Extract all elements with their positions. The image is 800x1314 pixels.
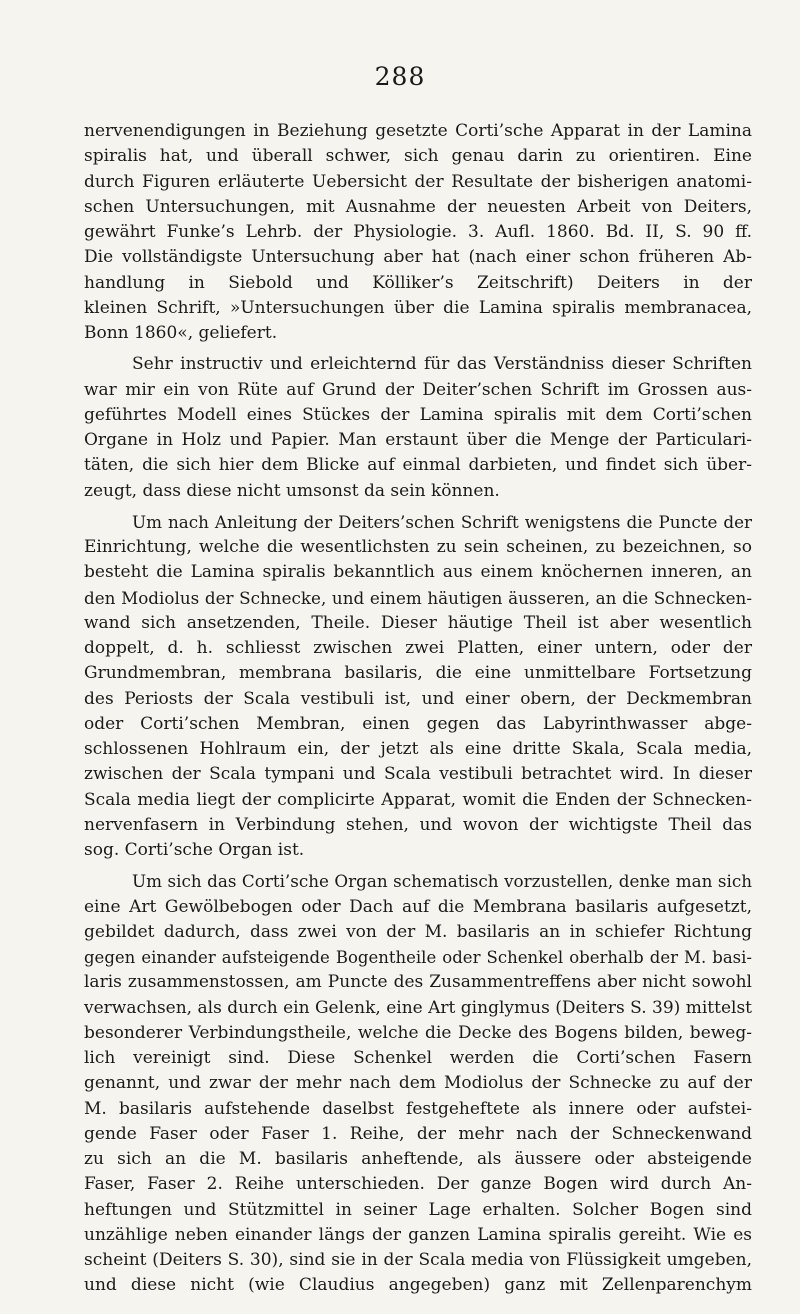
text-line: nervenendigungen in Beziehung gesetzte Corti’sche Apparat in der Lamina: [84, 121, 752, 141]
paragraph: [84, 352, 752, 504]
paragraph: [84, 869, 752, 1298]
text-line: war mir ein von Rüte auf Grund der Deiter’schen Schrift im Grossen aus-: [84, 379, 752, 400]
text-line: laris zusammenstossen, am Puncte des Zusammentreffens aber nicht sowohl: [84, 972, 752, 993]
text-line: gewährt Funke’s Lehrb. der Physiologie. 3. Aufl. 1860. Bd. II, S. 90 ff.: [84, 222, 752, 242]
text-line: durch Figuren erläuterte Uebersicht der Resultate der bisherigen anatomi-: [84, 171, 752, 192]
text-line: nervenfasern in Verbindung stehen, und wovon der wichtigste Theil das: [84, 814, 752, 835]
text-line: zwischen der Scala tympani und Scala vestibuli betrachtet wird. In dieser: [84, 764, 752, 785]
text-line: geführtes Modell eines Stückes der Lamina spiralis mit dem Corti’schen: [84, 404, 752, 425]
text-line: schen Untersuchungen, mit Ausnahme der neuesten Arbeit von Deiters,: [84, 196, 752, 217]
text-line: schlossenen Hohlraum ein, der jetzt als eine dritte Skala, Scala media,: [84, 739, 752, 759]
text-line: Faser, Faser 2. Reihe unterschieden. Der ganze Bogen wird durch An-: [84, 1174, 752, 1195]
text-line: gegen einander aufsteigende Bogentheile oder Schenkel oberhalb der M. basi-: [84, 948, 752, 967]
text-line: gende Faser oder Faser 1. Reihe, der mehr nach der Schneckenwand: [84, 1123, 752, 1144]
text-line: Einrichtung, welche die wesentlichsten zu sein scheinen, zu bezeichnen, so: [84, 537, 752, 557]
text-line: genannt, und zwar der mehr nach dem Modiolus der Schnecke zu auf der: [84, 1073, 752, 1094]
text-line: Sehr instructiv und erleichternd für das Verständniss dieser Schriften: [132, 354, 752, 375]
text-line: M. basilaris aufstehende daselbst festgeheftete als innere oder aufstei-: [84, 1098, 752, 1119]
text-line: eine Art Gewölbebogen oder Dach auf die Membrana basilaris aufgesetzt,: [84, 896, 752, 917]
text-line: oder Corti’schen Membran, einen gegen das Labyrinthwasser abge-: [84, 713, 752, 734]
text-line: handlung in Siebold und Kölliker’s Zeitschrift) Deiters in der: [84, 272, 752, 293]
text-line: Bonn 1860«, geliefert.: [84, 323, 278, 343]
body-text: [84, 119, 752, 1299]
text-line: Um nach Anleitung der Deiters’schen Schrift wenigstens die Puncte der: [132, 511, 752, 532]
paragraph: [84, 510, 752, 864]
paragraph: [84, 119, 752, 346]
text-line: und diese nicht (wie Claudius angegeben) ganz mit Zellenparenchym: [84, 1275, 752, 1296]
text-line: spiralis hat, und überall schwer, sich genau darin zu orientiren. Eine: [84, 146, 752, 167]
text-line: scheint (Deiters S. 30), sind sie in der Scala media von Flüssigkeit umgeben,: [84, 1250, 752, 1270]
text-line: Die vollständigste Untersuchung aber hat (nach einer schon früheren Ab-: [84, 247, 752, 268]
text-line: zu sich an die M. basilaris anheftende, als äussere oder absteigende: [84, 1149, 752, 1169]
text-line: besteht die Lamina spiralis bekanntlich aus einem knöchernen inneren, an: [84, 562, 752, 583]
text-line: Grundmembran, membrana basilaris, die eine unmittelbare Fortsetzung: [84, 663, 752, 684]
text-line: sog. Corti’sche Organ ist.: [84, 840, 305, 860]
text-line: gebildet dadurch, dass zwei von der M. basilaris an in schiefer Richtung: [84, 921, 752, 942]
text-line: kleinen Schrift, »Untersuchungen über die Lamina spiralis membranacea,: [84, 297, 752, 318]
text-line: Um sich das Corti’sche Organ schematisch vorzustellen, denke man sich: [132, 871, 752, 892]
page-number: 288: [374, 62, 426, 91]
text-line: lich vereinigt sind. Diese Schenkel werden die Corti’schen Fasern: [84, 1048, 752, 1068]
text-line: Scala media liegt der complicirte Apparat, womit die Enden der Schnecken-: [84, 789, 752, 810]
text-line: Organe in Holz und Papier. Man erstaunt über die Menge der Particulari-: [84, 430, 752, 450]
text-line: des Periosts der Scala vestibuli ist, und einer obern, der Deckmembran: [84, 688, 752, 709]
text-line: den Modiolus der Schnecke, und einem häutigen äusseren, an die Schnecken-: [84, 587, 752, 608]
text-line: doppelt, d. h. schliesst zwischen zwei Platten, einer untern, oder der: [84, 638, 752, 658]
text-line: zeugt, dass diese nicht umsonst da sein können.: [84, 480, 500, 501]
text-line: unzählige neben einander längs der ganzen Lamina spiralis gereiht. Wie es: [84, 1224, 752, 1245]
text-line: täten, die sich hier dem Blicke auf einmal darbieten, und findet sich über-: [84, 455, 752, 476]
text-line: besonderer Verbindungstheile, welche die Decke des Bogens bilden, beweg-: [84, 1022, 752, 1043]
text-line: heftungen und Stützmittel in seiner Lage erhalten. Solcher Bogen sind: [84, 1199, 752, 1220]
text-line: verwachsen, als durch ein Gelenk, eine Art ginglymus (Deiters S. 39) mittelst: [84, 997, 752, 1018]
text-line: wand sich ansetzenden, Theile. Dieser häutige Theil ist aber wesentlich: [84, 612, 752, 633]
